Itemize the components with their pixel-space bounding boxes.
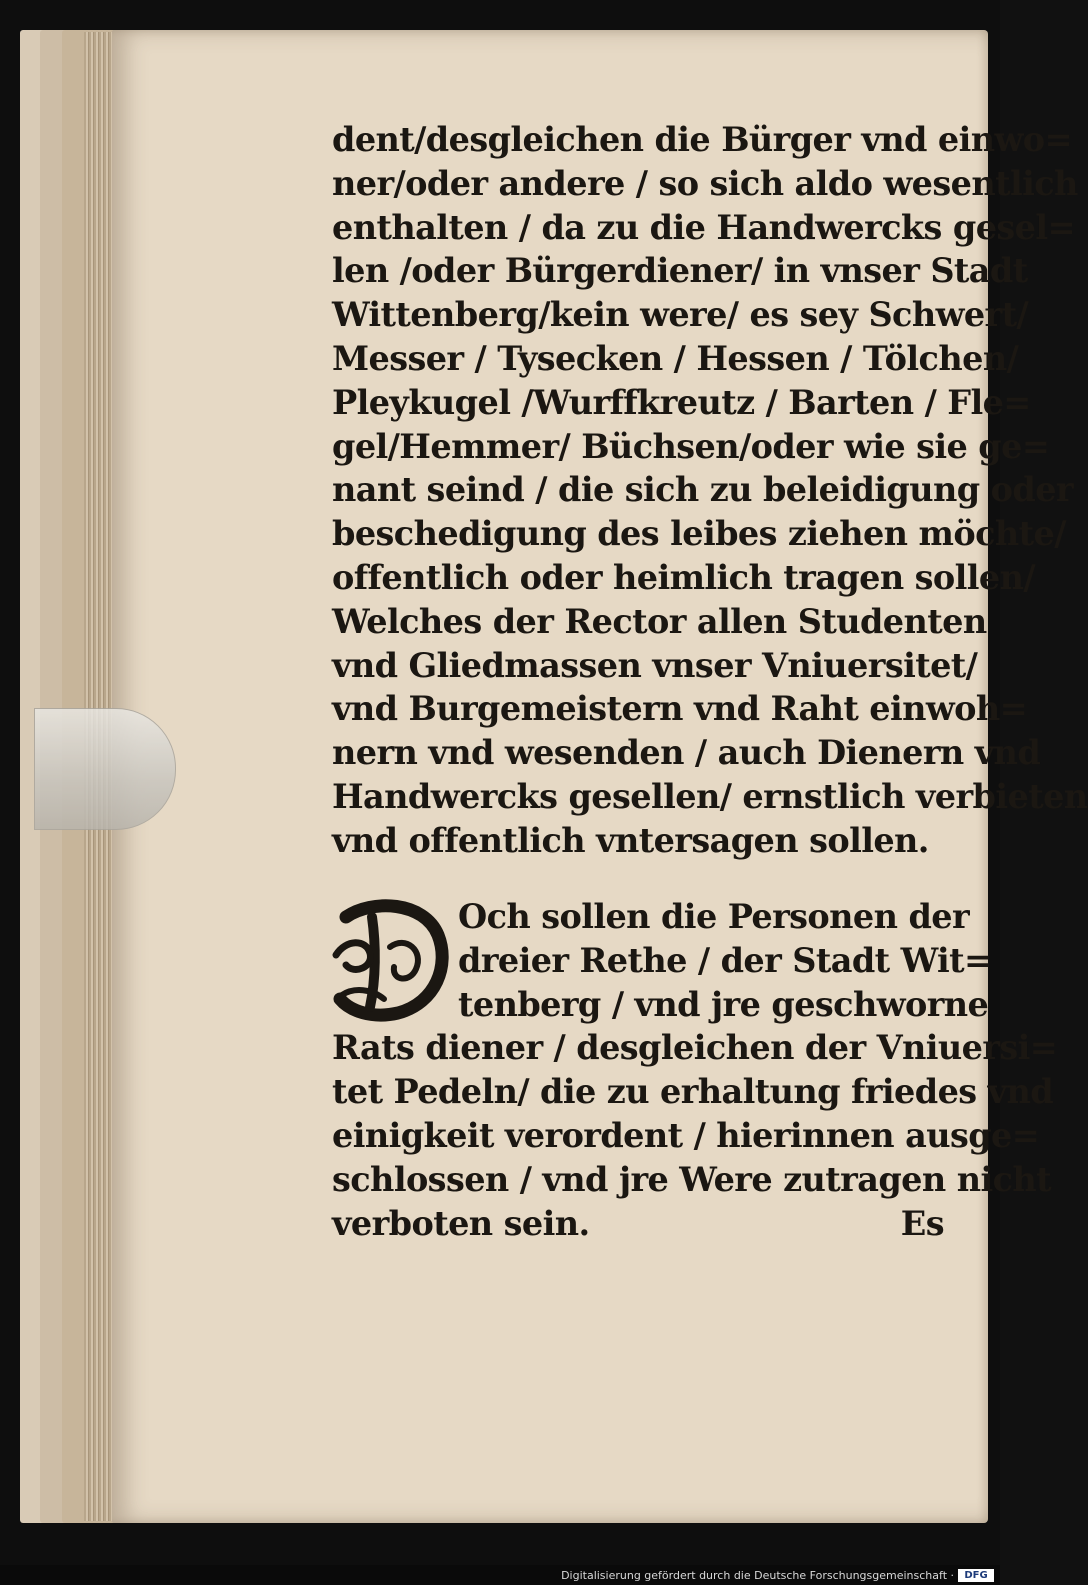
text-line: einigkeit verordent / hierinnen ausge= — [332, 1115, 1040, 1155]
paragraph-2 — [332, 895, 1058, 1245]
dfg-logo: DFG — [958, 1569, 994, 1582]
text-line: Wittenberg/kein were/ es sey Schwert/ — [332, 295, 1029, 335]
funding-credit: Digitalisierung gefördert durch die Deutsche Forschungsgemeinschaft · — [561, 1569, 954, 1582]
text-line: vnd Burgemeistern vnd Raht einwoh= — [332, 689, 1028, 729]
text-line: tet Pedeln/ die zu erhaltung friedes vnd — [332, 1072, 1054, 1112]
text-line: len /oder Bürgerdiener/ in vnser Stadt — [332, 251, 1028, 291]
text-line: verboten sein. — [332, 1203, 590, 1243]
text-line: Welches der Rector allen Studenten — [332, 601, 987, 641]
catchword: Es — [900, 1203, 944, 1243]
text-line: vnd offentlich vntersagen sollen. — [332, 820, 929, 860]
text-line: vnd Gliedmassen vnser Vniuersitet/ — [332, 645, 978, 685]
text-line: gel/Hemmer/ Büchsen/oder wie sie ge= — [332, 426, 1050, 466]
drop-cap-initial — [332, 895, 452, 1021]
text-line: Och sollen die Personen der — [458, 897, 970, 936]
text-line: ner/oder andere / so sich aldo wesentlich — [332, 163, 1078, 203]
footer-bar — [0, 1565, 1000, 1585]
text-line: Rats diener / desgleichen der Vniuersi= — [332, 1028, 1058, 1068]
paragraph-1 — [332, 118, 1088, 863]
text-line: nant seind / die sich zu beleidigung oder — [332, 470, 1073, 510]
text-line: enthalten / da zu die Handwercks gesel= — [332, 207, 1075, 247]
text-line: tenberg / vnd jre geschworne — [458, 984, 989, 1024]
last-line-row — [332, 1202, 944, 1246]
text-line: Pleykugel /Wurffkreutz / Barten / Fle= — [332, 382, 1031, 422]
text-line: dreier Rethe / der Stadt Wit= — [458, 940, 992, 980]
text-line: nern vnd wesenden / auch Dienern vnd — [332, 733, 1041, 773]
text-line: beschedigung des leibes ziehen möchte/ — [332, 514, 1066, 554]
page-clip — [34, 708, 176, 830]
text-line: Messer / Tysecken / Hessen / Tölchen/ — [332, 338, 1019, 378]
drop-cap-letter: D — [391, 977, 393, 978]
text-line: dent/desgleichen die Bürger vnd einwo= — [332, 120, 1072, 159]
text-line: offentlich oder heimlich tragen sollen/ — [332, 557, 1036, 597]
drop-cap-ornament — [332, 895, 452, 1021]
text-line: Handwercks gesellen/ ernstlich verbieten — [332, 776, 1088, 816]
text-line: schlossen / vnd jre Were zutragen nicht — [332, 1159, 1051, 1199]
